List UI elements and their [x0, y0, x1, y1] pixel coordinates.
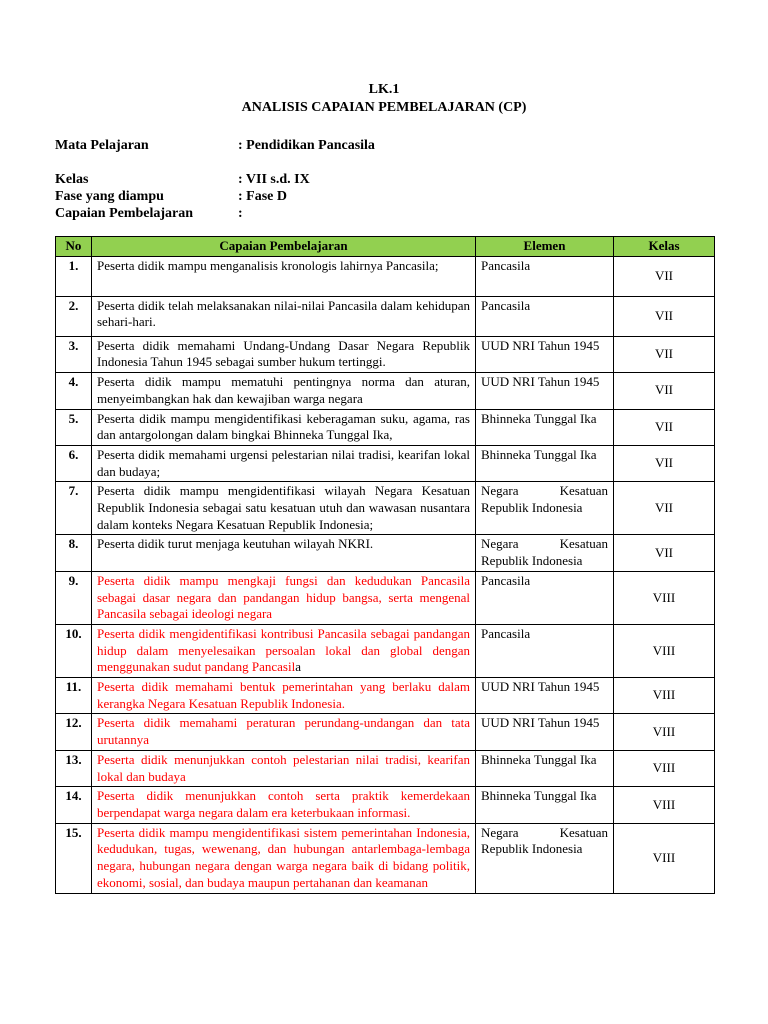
info-label: Fase yang diampu — [55, 189, 164, 204]
row-number: 7. — [56, 482, 92, 535]
header-kelas: Kelas — [614, 237, 715, 257]
header-cp: Capaian Pembelajaran — [92, 237, 476, 257]
row-cp: Peserta didik mampu mengidentifikasi sistem pemerintahan Indonesia, kedudukan, tugas, wewenang, dan hubungan antarlembaga-lembaga negara, hubungan negara dengan warga negara baik di bidang politik, ekonomi, sosial, dan budaya maupun pertahanan dan keamanan — [92, 823, 476, 893]
header-no: No — [56, 237, 92, 257]
row-number: 2. — [56, 296, 92, 336]
info-value: : — [238, 206, 243, 221]
row-number: 12. — [56, 714, 92, 750]
row-cp-text: Peserta didik mengidentifikasi kontribusi Pancasila sebagai pandangan hidup dalam menyelesaikan persoalan lokal dan global dengan menggunakan sudut pandang Pancasil — [97, 625, 470, 675]
row-elemen: Bhinneka Tunggal Ika — [476, 750, 614, 786]
row-number: 15. — [56, 823, 92, 893]
row-kelas: VIII — [614, 823, 715, 893]
info-value: : VII s.d. IX — [238, 172, 310, 187]
row-cp: Peserta didik turut menjaga keutuhan wilayah NKRI. — [92, 535, 476, 571]
row-elemen: UUD NRI Tahun 1945 — [476, 678, 614, 714]
table-row — [56, 678, 715, 714]
row-cp: Peserta didik memahami peraturan perundang-undangan dan tata urutannya — [92, 714, 476, 750]
row-number: 1. — [56, 256, 92, 296]
row-kelas: VII — [614, 256, 715, 296]
info-label: Kelas — [55, 172, 89, 187]
row-number: 14. — [56, 787, 92, 823]
row-number: 11. — [56, 678, 92, 714]
row-elemen: UUD NRI Tahun 1945 — [476, 714, 614, 750]
document-title: ANALISIS CAPAIAN PEMBELAJARAN (CP) — [241, 100, 527, 115]
row-cp: Peserta didik mampu mengidentifikasi keberagaman suku, agama, ras dan antargolongan dalam bingkai Bhinneka Tunggal Ika, — [92, 409, 476, 445]
row-cp: Peserta didik memahami urgensi pelestarian nilai tradisi, kearifan lokal dan budaya; — [92, 445, 476, 481]
header-elemen: Elemen — [476, 237, 614, 257]
table-row — [56, 482, 715, 535]
table-row — [56, 256, 715, 296]
row-cp: Peserta didik memahami bentuk pemerintahan yang berlaku dalam kerangka Negara Kesatuan Republik Indonesia. — [92, 678, 476, 714]
row-elemen: Bhinneka Tunggal Ika — [476, 787, 614, 823]
row-kelas: VIII — [614, 678, 715, 714]
row-elemen: Negara Kesatuan Republik Indonesia — [476, 482, 614, 535]
row-number: 4. — [56, 373, 92, 409]
table-row — [56, 714, 715, 750]
row-elemen: Pancasila — [476, 296, 614, 336]
row-cp: Peserta didik mampu menganalisis kronologis lahirnya Pancasila; — [92, 256, 476, 296]
info-value: : Pendidikan Pancasila — [238, 138, 375, 153]
row-kelas: VIII — [614, 624, 715, 677]
info-label: Mata Pelajaran — [55, 138, 149, 153]
info-label: Capaian Pembelajaran — [55, 206, 194, 221]
row-cp-tail: a — [295, 659, 301, 675]
table-row — [56, 296, 715, 336]
row-cp: Peserta didik menunjukkan contoh pelestarian nilai tradisi, kearifan lokal dan budaya — [92, 750, 476, 786]
table-row — [56, 336, 715, 372]
row-cp: Peserta didik mampu mengidentifikasi wilayah Negara Kesatuan Republik Indonesia sebagai satu kesatuan utuh dan wawasan nusantara dalam konteks Negara Kesatuan Republik Indonesia; — [92, 482, 476, 535]
row-elemen: Pancasila — [476, 624, 614, 677]
table-row — [56, 409, 715, 445]
table-row — [56, 373, 715, 409]
row-number: 9. — [56, 571, 92, 624]
row-kelas: VII — [614, 336, 715, 372]
table-row — [56, 535, 715, 571]
row-number: 10. — [56, 624, 92, 677]
table-row — [56, 571, 715, 624]
table-row — [56, 750, 715, 786]
table-row — [56, 787, 715, 823]
info-row-phase — [55, 188, 287, 205]
row-kelas: VII — [614, 482, 715, 535]
info-row-subject — [55, 137, 375, 154]
info-row-class — [55, 171, 310, 188]
row-number: 8. — [56, 535, 92, 571]
row-kelas: VIII — [614, 571, 715, 624]
table-row — [56, 823, 715, 893]
table-row — [56, 624, 715, 677]
row-elemen: Negara Kesatuan Republik Indonesia — [476, 535, 614, 571]
row-kelas: VIII — [614, 714, 715, 750]
row-number: 6. — [56, 445, 92, 481]
row-kelas: VII — [614, 445, 715, 481]
row-kelas: VII — [614, 535, 715, 571]
row-cp: Peserta didik memahami Undang-Undang Dasar Negara Republik Indonesia Tahun 1945 sebagai sumber hukum tertinggi. — [92, 336, 476, 372]
row-elemen: Bhinneka Tunggal Ika — [476, 445, 614, 481]
row-cp — [92, 624, 476, 677]
table-header-row — [56, 237, 715, 257]
row-number: 13. — [56, 750, 92, 786]
info-row-cp — [55, 205, 243, 222]
row-kelas: VIII — [614, 750, 715, 786]
row-number: 5. — [56, 409, 92, 445]
row-elemen: Bhinneka Tunggal Ika — [476, 409, 614, 445]
row-kelas: VII — [614, 373, 715, 409]
row-number: 3. — [56, 336, 92, 372]
row-kelas: VII — [614, 409, 715, 445]
row-elemen: Pancasila — [476, 256, 614, 296]
row-kelas: VIII — [614, 787, 715, 823]
table-row — [56, 445, 715, 481]
row-elemen: Pancasila — [476, 571, 614, 624]
row-elemen: UUD NRI Tahun 1945 — [476, 336, 614, 372]
cp-analysis-table — [55, 236, 715, 894]
row-cp: Peserta didik mampu mengkaji fungsi dan kedudukan Pancasila sebagai dasar negara dan pandangan hidup bangsa, serta mengenal Pancasila sebagai ideologi negara — [92, 571, 476, 624]
row-kelas: VII — [614, 296, 715, 336]
row-elemen: Negara Kesatuan Republik Indonesia — [476, 823, 614, 893]
row-elemen: UUD NRI Tahun 1945 — [476, 373, 614, 409]
row-cp: Peserta didik telah melaksanakan nilai-nilai Pancasila dalam kehidupan sehari-hari. — [92, 296, 476, 336]
info-value: : Fase D — [238, 189, 287, 204]
row-cp: Peserta didik menunjukkan contoh serta praktik kemerdekaan berpendapat warga negara dalam era keterbukaan informasi. — [92, 787, 476, 823]
row-cp: Peserta didik mampu mematuhi pentingnya norma dan aturan, menyeimbangkan hak dan kewajiban warga negara — [92, 373, 476, 409]
document-label: LK.1 — [368, 82, 400, 97]
